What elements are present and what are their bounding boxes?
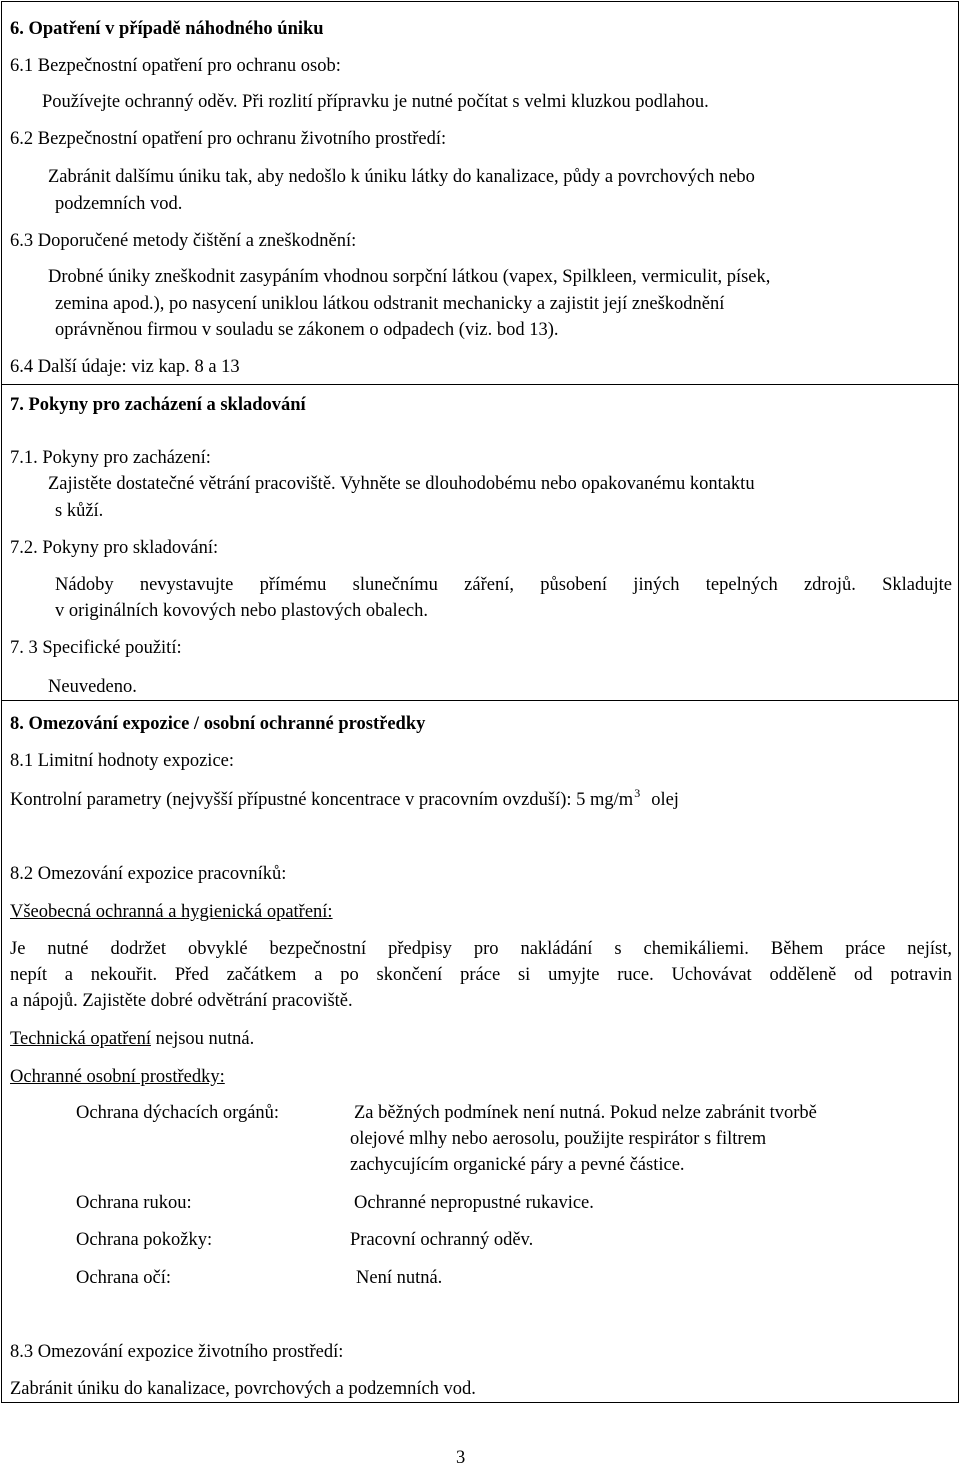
general-measures-line1: Je nutné dodržet obvyklé bezpečnostní předpisy pro nakládání s chemikáliemi. Během práce nejíst, [10,939,952,959]
section-6-3-text-line1: Drobné úniky zneškodnit zasypáním vhodnou sorpční látkou (vapex, Spilkleen, vermiculit, písek, [48,267,771,287]
section-7-2-title: 7.2. Pokyny pro skladování: [10,538,219,558]
exposure-limit-text: Kontrolní parametry (nejvyšší přípustné koncentrace v pracovním ovzduší): 5 mg/m [10,790,634,810]
section-6-4: 6.4 Další údaje: viz kap. 8 a 13 [10,357,240,377]
ppe-skin-label: Ochrana pokožky: [76,1230,213,1250]
section-6-3-text-line2: zemina apod.), po nasycení uniklou látkou odstranit mechanicky a zajistit její zneškodnění [55,294,725,314]
section-6-1-text: Používejte ochranný oděv. Při rozlití přípravku je nutné počítat s velmi kluzkou podlahou. [42,92,709,112]
section-6-2-text-line2: podzemních vod. [55,194,183,214]
section-7-heading: 7. Pokyny pro zacházení a skladování [10,395,306,415]
section-8-1-text [10,786,679,810]
ppe-respiratory-line2: olejové mlhy nebo aerosolu, použijte respirátor s filtrem [350,1129,767,1149]
section-6-1-title: 6.1 Bezpečnostní opatření pro ochranu osob: [10,56,341,76]
exposure-limit-substance: olej [651,790,679,810]
section-7-2-text-line1: Nádoby nevystavujte přímému slunečnímu záření, působení jiných tepelných zdrojů. Skladujte [55,575,952,595]
section-7-3-text: Neuvedeno. [48,677,137,697]
ppe-eyes-label: Ochrana očí: [76,1268,172,1288]
section-8-3-text: Zabránit úniku do kanalizace, povrchových a podzemních vod. [10,1379,476,1399]
section-6-2-text-line1: Zabránit dalšímu úniku tak, aby nedošlo k úniku látky do kanalizace, půdy a povrchových nebo [48,167,755,187]
section-8-1-title: 8.1 Limitní hodnoty expozice: [10,751,235,771]
section-7-3-title: 7. 3 Specifické použití: [10,638,182,658]
ppe-label: Ochranné osobní prostředky: [10,1067,225,1087]
page-number: 3 [456,1448,466,1468]
ppe-skin-value: Pracovní ochranný oděv. [350,1230,534,1250]
section-6-3-text-line3: oprávněnou firmou v souladu se zákonem o odpadech (viz. bod 13). [55,320,559,340]
ppe-respiratory-label: Ochrana dýchacích orgánů: [76,1103,280,1123]
section-6-2-title: 6.2 Bezpečnostní opatření pro ochranu životního prostředí: [10,129,447,149]
section-7-2-text-line2: v originálních kovových nebo plastových obalech. [55,601,428,621]
section-8-3-title: 8.3 Omezování expozice životního prostředí: [10,1342,344,1362]
section-7-1-text-line2: s kůží. [55,501,104,521]
ppe-eyes-value: Není nutná. [356,1268,443,1288]
ppe-respiratory-line3: zachycujícím organické páry a pevné částice. [350,1155,685,1175]
ppe-hands-value: Ochranné nepropustné rukavice. [354,1193,594,1213]
ppe-respiratory-line1: Za běžných podmínek není nutná. Pokud nelze zabránit tvorbě [354,1103,817,1123]
section-6-3-title: 6.3 Doporučené metody čištění a zneškodnění: [10,231,357,251]
technical-measures-value: nejsou nutná. [150,1029,255,1049]
technical-measures-label: Technická opatření [10,1029,151,1049]
technical-measures [10,1030,254,1049]
general-measures-line2: nepít a nekouřit. Před začátkem a po skončení práce si umyjte ruce. Uchovávat odděleně od potravin [10,965,952,985]
general-measures-label: Všeobecná ochranná a hygienická opatření: [10,902,333,922]
general-measures-line3: a nápojů. Zajistěte dobré odvětrání pracoviště. [10,991,353,1011]
section-7-1-title: 7.1. Pokyny pro zacházení: [10,448,211,468]
ppe-hands-label: Ochrana rukou: [76,1193,192,1213]
section-6-heading: 6. Opatření v případě náhodného úniku [10,19,324,39]
section-7-1-text-line1: Zajistěte dostatečné větrání pracoviště. Vyhněte se dlouhodobému nebo opakovanému kontaktu [48,474,755,494]
section-8-heading: 8. Omezování expozice / osobní ochranné prostředky [10,714,426,734]
exposure-limit-superscript: 3 [634,786,641,800]
section-8-2-title: 8.2 Omezování expozice pracovníků: [10,864,287,884]
